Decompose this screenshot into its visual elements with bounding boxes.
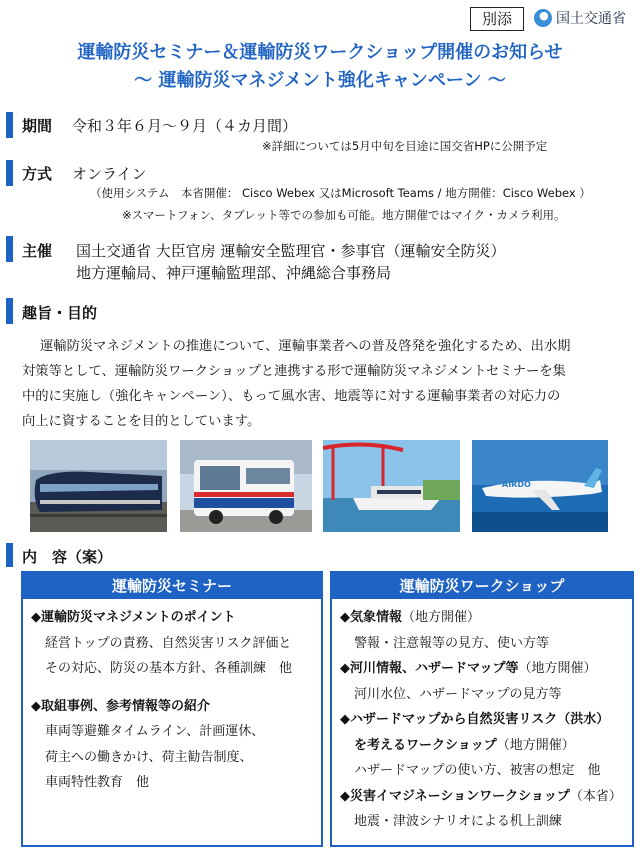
workshop-item-note: （本省）: [569, 788, 622, 804]
section-bar: [6, 543, 13, 567]
workshop-item-desc: 警報・注意報等の見方、使い方等: [354, 635, 550, 651]
seminar-item-desc: その対応、防災の基本方針、各種訓練 他: [45, 661, 293, 676]
workshop-item-note: （地方開催）: [496, 737, 575, 753]
mlit-logo-icon: [534, 9, 552, 27]
seminar-item-desc: 車両等避難タイムライン、計画運休、: [45, 724, 265, 739]
airplane-photo: [472, 440, 608, 532]
workshop-panel: [330, 571, 634, 847]
seminar-item-desc: 車両特性教育 他: [45, 775, 150, 790]
workshop-item-title: ◆気象情報（地方開催）: [340, 610, 481, 625]
page-subtitle: ～ 運輸防災マネジメント強化キャンペーン ～: [134, 70, 506, 91]
attachment-tag: 別添: [470, 7, 524, 31]
train-photo: [30, 440, 167, 532]
method-system: （使用システム 本省開催： Cisco Webex 又はMicrosoft Teams / 地方開催：Cisco Webex ）: [90, 186, 591, 200]
workshop-item-desc: 河川水位、ハザードマップの見方等: [354, 686, 562, 702]
workshop-title: 運輸防災ワークショップ: [332, 573, 632, 599]
period-value: 令和３年６月～９月（４カ月間）: [72, 117, 298, 135]
period-label: 期間: [22, 117, 53, 135]
purpose-paragraph: [22, 334, 634, 434]
purpose-line: 対策等として、運輸防災ワークショップと連携する形で運輸防災マネジメントセミナーを集: [22, 364, 566, 379]
workshop-item-title: を考えるワークショップ（地方開催）: [354, 737, 575, 753]
workshop-item-title: ◆河川情報、ハザードマップ等（地方開催）: [340, 661, 597, 676]
host-line1: 国土交通省 大臣官房 運輸安全監理官・参事官（運輸安全防災）: [76, 242, 506, 260]
contents-label: 内 容（案）: [22, 548, 113, 566]
workshop-item-desc: ハザードマップの使い方、被害の想定 他: [354, 763, 601, 778]
section-bar: [6, 298, 13, 324]
page-title: 運輸防災セミナー＆運輸防災ワークショップ開催のお知らせ: [77, 42, 563, 63]
period-note: ※詳細については5月中旬を目途に国交省HPに公開予定: [262, 139, 548, 153]
workshop-item-note: （地方開催）: [518, 661, 597, 676]
section-bar: [6, 160, 13, 186]
host-label: 主催: [22, 242, 53, 260]
host-line2: 地方運輸局、神戸運輸監理部、沖縄総合事務局: [76, 264, 392, 282]
ship-photo: [323, 440, 460, 532]
seminar-title: 運輸防災セミナー: [23, 573, 321, 599]
seminar-item-desc: 経営トップの責務、自然災害リスク評価と: [45, 635, 292, 651]
method-label: 方式: [22, 165, 53, 183]
purpose-line: 運輸防災マネジメントの推進について、運輸事業者への普及啓発を強化するため、出水期: [40, 339, 571, 354]
workshop-item-title: ◆ハザードマップから自然災害リスク（洪水）: [340, 712, 610, 727]
seminar-panel: [21, 571, 323, 847]
workshop-item-desc: 地震・津波シナリオによる机上訓練: [354, 814, 562, 829]
section-bar: [6, 112, 13, 138]
mlit-logo: [534, 8, 626, 28]
purpose-line: 向上に資することを目的としています。: [22, 414, 261, 429]
method-value: オンライン: [72, 165, 147, 183]
seminar-item-title: ◆運輸防災マネジメントのポイント: [31, 610, 236, 625]
workshop-item-title: ◆災害イマジネーションワークショップ（本省）: [340, 788, 622, 804]
purpose-label: 趣旨・目的: [22, 304, 98, 322]
workshop-item-note: （地方開催）: [402, 610, 481, 625]
purpose-line: 中的に実施し（強化キャンペーン）、もって風水害、地震等に対する運輸事業者の対応力の: [22, 389, 561, 404]
logo-text: 国土交通省: [556, 11, 626, 27]
seminar-item-desc: 荷主への働きかけ、荷主勧告制度、: [45, 749, 253, 765]
bus-photo: [180, 440, 312, 532]
seminar-item-title: ◆取組事例、参考情報等の紹介: [31, 698, 210, 714]
plane-livery-text: AIRDO: [502, 480, 531, 489]
section-bar: [6, 236, 13, 262]
method-note: ※スマートフォン、タブレット等での参加も可能。地方開催ではマイク・カメラ利用。: [122, 208, 566, 222]
